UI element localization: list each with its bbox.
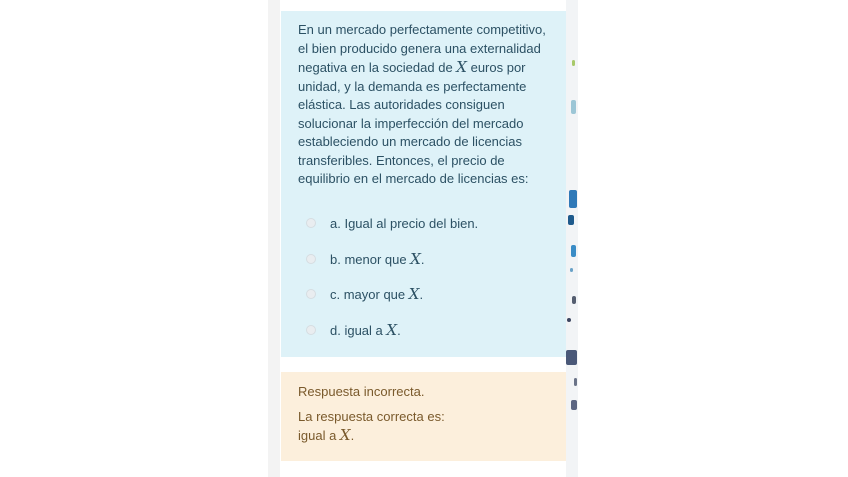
answer-d-text: d. igual a — [330, 322, 387, 338]
left-gutter — [268, 0, 280, 477]
answer-d-math: X — [386, 320, 398, 339]
correct-answer-value — [298, 426, 549, 446]
answer-option-b[interactable] — [298, 241, 552, 277]
correct-answer-suffix: . — [350, 428, 355, 443]
answer-b-math: X — [410, 249, 421, 268]
radio-button-c[interactable] — [306, 289, 316, 299]
answer-a-text: a. Igual al precio del bien. — [330, 216, 479, 232]
question-text-part-2: euros por unidad, y la demanda es perfectamente elástica. Las autoridades consiguen solucionar la imperfección del mercado estableciendo un mercado de licencias transferibles. Entonces, el precio de equilibrio en el mercado de licencias es: — [298, 60, 529, 186]
right-decorative-strip — [566, 0, 578, 477]
answer-label-d[interactable] — [330, 321, 401, 339]
correct-answer-math: X — [339, 426, 351, 444]
question-text-part-1: En un mercado perfectamente competitivo, el bien producido genera una externalidad negativa en la sociedad de — [298, 22, 546, 75]
answer-list — [298, 206, 552, 348]
correct-answer-text: igual a — [298, 428, 340, 443]
answer-c-math: X — [408, 285, 420, 304]
feedback-panel — [281, 372, 566, 461]
answer-label-a[interactable] — [330, 214, 478, 232]
answer-b-suffix: . — [420, 251, 425, 267]
feedback-status: Respuesta incorrecta. — [298, 384, 425, 399]
answer-option-c[interactable] — [298, 277, 552, 313]
answer-c-text: c. mayor que — [330, 287, 409, 303]
radio-button-b[interactable] — [306, 254, 316, 264]
answer-option-a[interactable] — [298, 206, 552, 242]
answer-c-suffix: . — [419, 287, 424, 303]
answer-option-d[interactable] — [298, 312, 552, 348]
correct-answer-label: La respuesta correcta es: — [298, 408, 445, 424]
answer-d-suffix: . — [397, 322, 401, 338]
question-text — [298, 21, 548, 189]
radio-button-a[interactable] — [306, 218, 316, 228]
answer-label-c[interactable] — [330, 285, 423, 303]
answer-b-text: b. menor que — [330, 251, 411, 267]
question-panel — [281, 11, 566, 357]
answer-label-b[interactable] — [330, 250, 425, 268]
variable-x: X — [456, 58, 467, 76]
radio-button-d[interactable] — [306, 325, 316, 335]
